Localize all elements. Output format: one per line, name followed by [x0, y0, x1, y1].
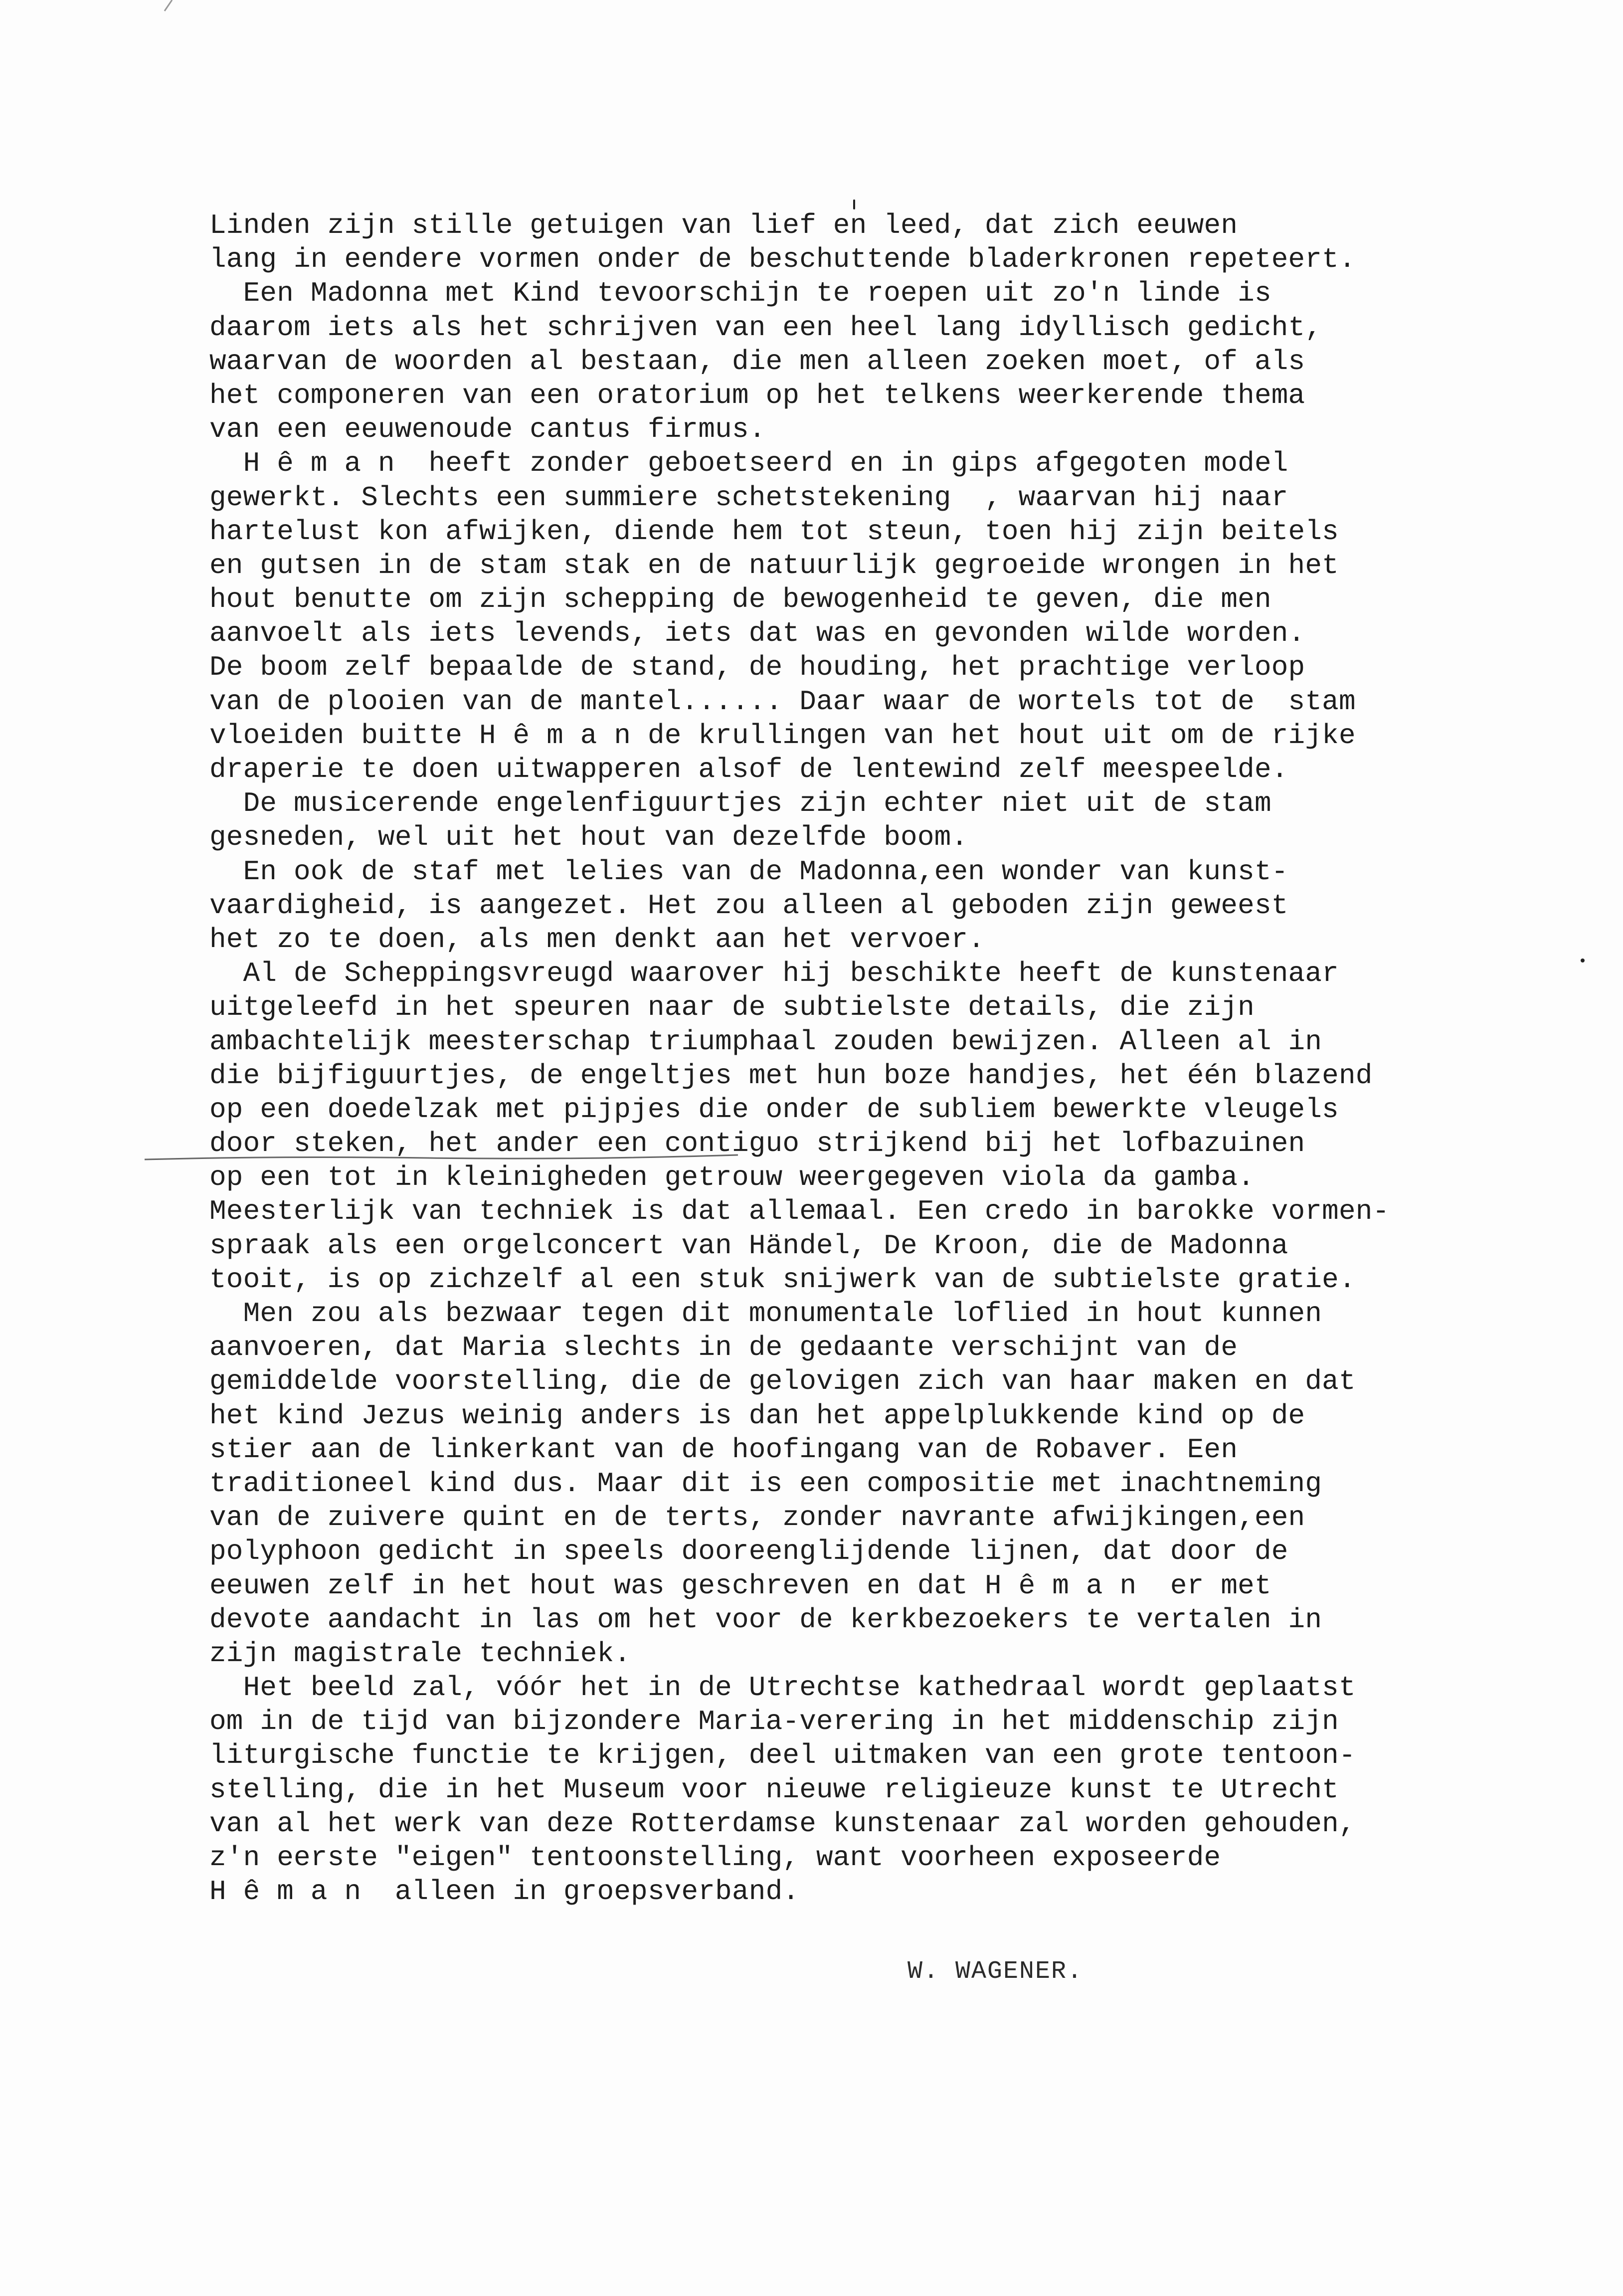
text-line: het kind Jezus weinig anders is dan het appelplukkende kind op de: [209, 1399, 1305, 1432]
text-line: eeuwen zelf in het hout was geschreven en dat H ê m a n er met: [209, 1569, 1271, 1602]
text-line: het zo te doen, als men denkt aan het vervoer.: [209, 923, 985, 956]
text-line: daarom iets als het schrijven van een heel lang idyllisch gedicht,: [209, 311, 1322, 344]
text-line: aanvoeren, dat Maria slechts in de gedaante verschijnt van de: [209, 1332, 1238, 1364]
article-body: [209, 208, 1606, 1909]
text-line: van een eeuwenoude cantus firmus.: [209, 413, 766, 446]
text-line: die bijfiguurtjes, de engeltjes met hun boze handjes, het één blazend: [209, 1059, 1373, 1092]
text-line: spraak als een orgelconcert van Händel, De Kroon, die de Madonna: [209, 1229, 1288, 1262]
text-line: op een tot in kleinigheden getrouw weergegeven viola da gamba.: [209, 1161, 1255, 1194]
text-line: van de zuivere quint en de terts, zonder navrante afwijkingen,een: [209, 1502, 1305, 1534]
text-line: waarvan de woorden al bestaan, die men alleen zoeken moet, of als: [209, 345, 1305, 378]
text-line: stelling, die in het Museum voor nieuwe religieuze kunst te Utrecht: [209, 1773, 1339, 1806]
text-line: ambachtelijk meesterschap triumphaal zouden bewijzen. Alleen al in: [209, 1025, 1322, 1058]
text-line: hartelust kon afwijken, diende hem tot steun, toen hij zijn beitels: [209, 515, 1339, 548]
author-signature: W. WAGENER.: [907, 1957, 1083, 1986]
text-line: en gutsen in de stam stak en de natuurlijk gegroeide wrongen in het: [209, 549, 1339, 581]
margin-speck: [1581, 958, 1585, 962]
text-line: hout benutte om zijn schepping de bewogenheid te geven, die men: [209, 583, 1271, 616]
text-line: En ook de staf met lelies van de Madonna,een wonder van kunst-: [209, 855, 1288, 888]
text-line: uitgeleefd in het speuren naar de subtielste details, die zijn: [209, 991, 1255, 1024]
text-line: De musicerende engelenfiguurtjes zijn echter niet uit de stam: [209, 787, 1271, 820]
text-line: tooit, is op zichzelf al een stuk snijwerk van de subtielste gratie.: [209, 1263, 1356, 1296]
text-line: H ê m a n alleen in groepsverband.: [209, 1876, 800, 1908]
text-line: traditioneel kind dus. Maar dit is een compositie met inachtneming: [209, 1467, 1322, 1500]
text-line: H ê m a n heeft zonder geboetseerd en in gips afgegoten model: [209, 447, 1288, 480]
text-line: om in de tijd van bijzondere Maria-verering in het middenschip zijn: [209, 1706, 1339, 1738]
text-line: gewerkt. Slechts een summiere schetstekening , waarvan hij naar: [209, 481, 1288, 514]
text-line: Meesterlijk van techniek is dat allemaal. Een credo in barokke vormen-: [209, 1195, 1390, 1228]
text-line: De boom zelf bepaalde de stand, de houding, het prachtige verloop: [209, 651, 1305, 684]
text-line: Het beeld zal, vóór het in de Utrechtse kathedraal wordt geplaatst: [209, 1672, 1356, 1704]
text-line: z'n eerste "eigen" tentoonstelling, want voorheen exposeerde: [209, 1842, 1221, 1874]
text-line: aanvoelt als iets levends, iets dat was en gevonden wilde worden.: [209, 617, 1305, 650]
text-line: Men zou als bezwaar tegen dit monumentale loflied in hout kunnen: [209, 1298, 1322, 1330]
text-line: gemiddelde voorstelling, die de gelovigen zich van haar maken en dat: [209, 1365, 1356, 1398]
text-line: liturgische functie te krijgen, deel uitmaken van een grote tentoon-: [209, 1739, 1356, 1772]
text-line: stier aan de linkerkant van de hoofingang van de Robaver. Een: [209, 1433, 1238, 1466]
text-line: van al het werk van deze Rotterdamse kunstenaar zal worden gehouden,: [209, 1807, 1356, 1840]
text-line: het componeren van een oratorium op het telkens weerkerende thema: [209, 379, 1305, 411]
text-line: Linden zijn stille getuigen van lief en leed, dat zich eeuwen: [209, 209, 1238, 241]
text-line: draperie te doen uitwapperen alsof de lentewind zelf meespeelde.: [209, 754, 1288, 785]
text-line: door steken, het ander een contiguo strijkend bij het lofbazuinen: [209, 1128, 1305, 1160]
text-line: van de plooien van de mantel...... Daar waar de wortels tot de stam: [209, 685, 1356, 718]
text-line: vaardigheid, is aangezet. Het zou alleen al geboden zijn geweest: [209, 889, 1288, 922]
text-line: lang in eendere vormen onder de beschuttende bladerkronen repeteert.: [209, 243, 1356, 276]
text-line: zijn magistrale techniek.: [209, 1637, 631, 1670]
text-line: devote aandacht in las om het voor de kerkbezoekers te vertalen in: [209, 1603, 1322, 1636]
text-line: polyphoon gedicht in speels dooreenglijdende lijnen, dat door de: [209, 1535, 1288, 1568]
margin-speck: [853, 199, 855, 209]
text-line: Een Madonna met Kind tevoorschijn te roepen uit zo'n linde is: [209, 277, 1271, 310]
text-line: Al de Scheppingsvreugd waarover hij beschikte heeft de kunstenaar: [209, 957, 1339, 990]
text-line: op een doedelzak met pijpjes die onder de subliem bewerkte vleugels: [209, 1093, 1339, 1126]
text-line: vloeiden buitte H ê m a n de krullingen van het hout uit om de rijke: [209, 719, 1356, 752]
text-line: gesneden, wel uit het hout van dezelfde boom.: [209, 821, 968, 854]
